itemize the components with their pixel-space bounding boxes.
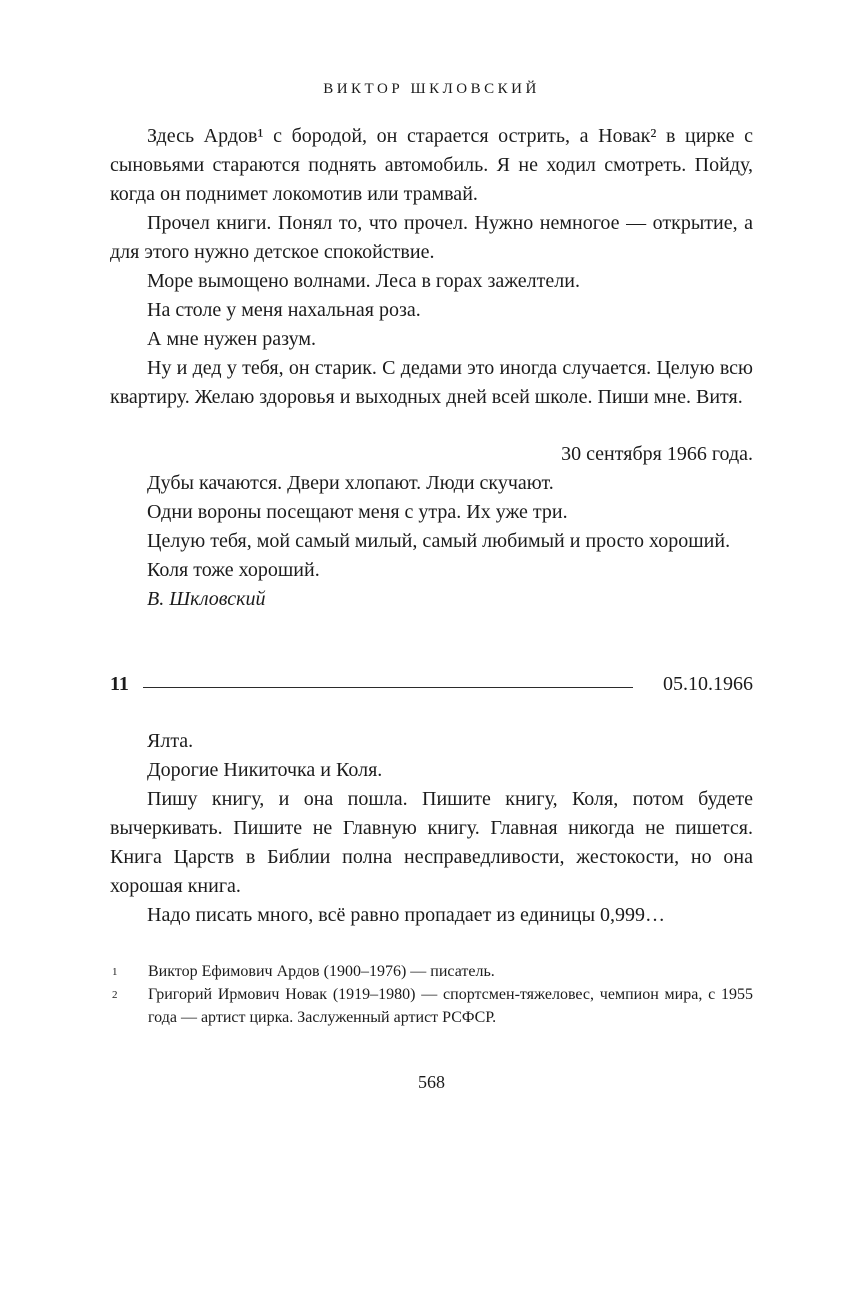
paragraph: Пишу книгу, и она пошла. Пишите книгу, Коля, потом будете вычеркивать. Пишите не Главную книгу. Главная никогда не пишется. Книга Царств в Библии полна несправедливости, жестокости, но она хорошая книга. [110,788,753,897]
paragraph: На столе у меня нахальная роза. [147,299,421,321]
page-number: 568 [418,1072,445,1092]
paragraph: Море вымощено волнами. Леса в горах зажелтели. [147,270,580,292]
paragraph: А мне нужен разум. [147,328,317,350]
paragraph: Дубы качаются. Двери хлопают. Люди скучают. [147,472,554,494]
footnote [110,960,753,983]
footnote-text: Григорий Ирмович Новак (1919–1980) — спортсмен-тяжеловес, чемпион мира, с 1955 года — артист цирка. Заслуженный артист РСФСР. [148,986,753,1026]
footnote [110,983,753,1029]
footnote-marker: 2 [112,989,118,1001]
letter-heading [110,670,753,699]
paragraph: Ялта. [147,730,194,752]
paragraph: Дорогие Никиточка и Коля. [147,759,383,781]
paragraph: Надо писать много, всё равно пропадает из единицы 0,999… [147,904,666,926]
paragraph: Прочел книги. Понял то, что прочел. Нужно немногое — открытие, а для этого нужно детское спокойствие. [110,212,753,263]
paragraph: Коля тоже хороший. [147,559,320,581]
footnote-text: Виктор Ефимович Ардов (1900–1976) — писатель. [148,963,495,980]
footnote-marker: 1 [112,966,118,978]
letter-heading-date: 05.10.1966 [663,673,753,695]
heading-rule [143,670,633,688]
letter-date: 30 сентября 1966 года. [561,443,753,465]
running-header: ВИКТОР ШКЛОВСКИЙ [323,81,540,97]
signature: В. Шкловский [147,588,266,610]
letter-number: 11 [110,673,129,695]
footnotes [110,960,753,1029]
paragraph: Здесь Ардов¹ с бородой, он старается острить, а Новак² в цирке с сыновьями стараются поднять автомобиль. Я не ходил смотреть. Пойду, когда он поднимет локомотив или трамвай. [110,125,753,205]
paragraph: Ну и дед у тебя, он старик. С дедами это иногда случается. Целую всю квартиру. Желаю здоровья и выходных дней всей школе. Пиши мне. Витя. [110,357,753,408]
paragraph: Одни вороны посещают меня с утра. Их уже три. [147,501,568,523]
paragraph: Целую тебя, мой самый милый, самый любимый и просто хороший. [147,530,731,552]
